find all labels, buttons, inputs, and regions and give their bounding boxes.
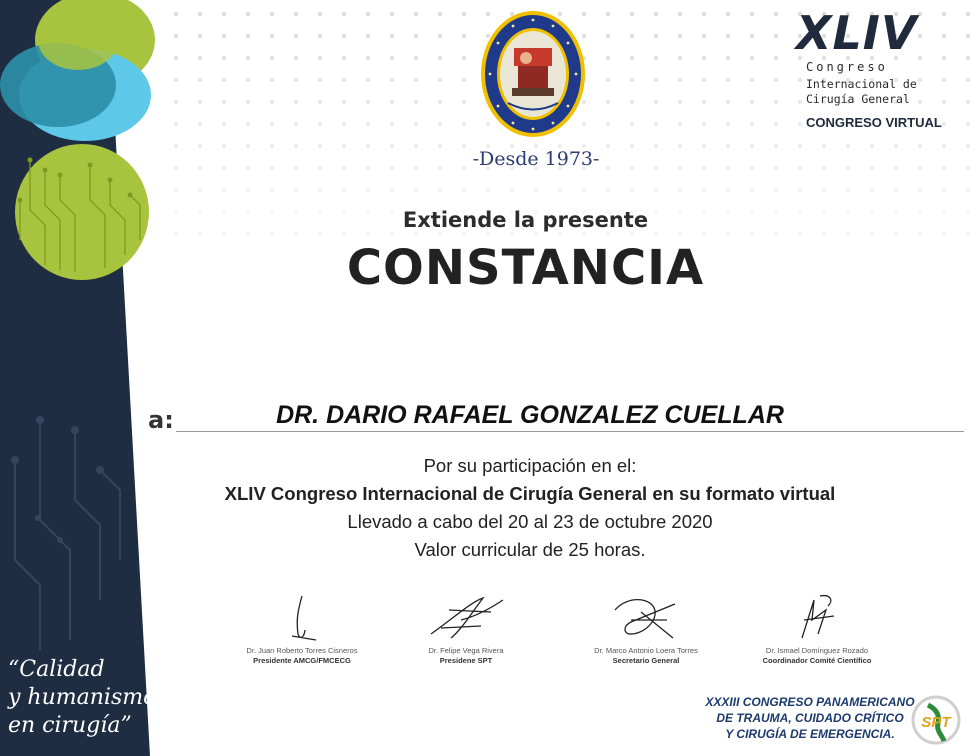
signatory-name-1: Dr. Juan Roberto Torres Cisneros: [246, 646, 358, 655]
certificate-body: [170, 452, 890, 564]
institution-motto: [8, 656, 158, 740]
panamerican-line-1: XXXIII CONGRESO PANAMERICANO: [705, 695, 915, 709]
motto-line-2: y humanismo: [8, 685, 157, 710]
recipient-name: DR. DARIO RAFAEL GONZALEZ CUELLAR: [276, 401, 784, 429]
handwritten-signature-1: [272, 590, 332, 646]
panamerican-line-3: Y CIRUGÍA DE EMERGENCIA.: [725, 727, 895, 741]
body-line-1: Por su participación en el:: [423, 455, 637, 476]
signature-block-4: [737, 590, 897, 666]
handwritten-signature-3: [601, 590, 691, 646]
signature-block-1: [222, 590, 382, 666]
congress-badge-line1: Congreso: [806, 60, 888, 74]
handwritten-signature-2: [421, 590, 511, 646]
body-line-2: XLIV Congreso Internacional de Cirugía General en su formato virtual: [224, 483, 836, 504]
handwritten-signature-4: [782, 590, 852, 646]
signatory-role-3: Secretario General: [612, 656, 680, 665]
congress-mode-label: CONGRESO VIRTUAL: [806, 115, 942, 130]
spt-society-logo: [906, 695, 966, 745]
motto-line-1: “Calidad: [8, 657, 105, 682]
spt-logo-text: SPT: [921, 714, 951, 731]
panamerican-line-2: DE TRAUMA, CUIDADO CRÍTICO: [716, 711, 904, 725]
body-line-3: Llevado a cabo del 20 al 23 de octubre 2020: [347, 511, 713, 532]
recipient-label: a:: [148, 406, 174, 434]
signature-block-3: [566, 590, 726, 666]
recipient-underline: [176, 431, 964, 432]
signatory-name-2: Dr. Felipe Vega Rivera: [428, 646, 504, 655]
signatory-role-2: Presidene SPT: [439, 656, 493, 665]
signatory-role-4: Coordinador Comité Científico: [762, 656, 872, 665]
signatory-role-1: Presidente AMCG/FMCECG: [253, 656, 351, 665]
congress-edition-number: XLIV: [796, 6, 918, 60]
signature-block-2: [386, 590, 546, 666]
signatory-name-4: Dr. Ismael Domínguez Rozado: [765, 646, 869, 655]
since-year-caption: -Desde 1973-: [472, 148, 600, 170]
signatory-name-3: Dr. Marco Antonio Loera Torres: [594, 646, 698, 655]
motto-line-3: en cirugía”: [8, 713, 132, 738]
panamerican-congress-caption: [690, 694, 930, 742]
certificate-intro: Extiende la presente: [402, 208, 649, 232]
congress-badge-line2: Internacional de: [806, 77, 917, 91]
body-line-4: Valor curricular de 25 horas.: [414, 539, 646, 560]
certificate-title: CONSTANCIA: [346, 240, 705, 296]
federation-seal-logo: [478, 8, 588, 140]
congress-badge-line3: Cirugía General: [806, 92, 910, 106]
